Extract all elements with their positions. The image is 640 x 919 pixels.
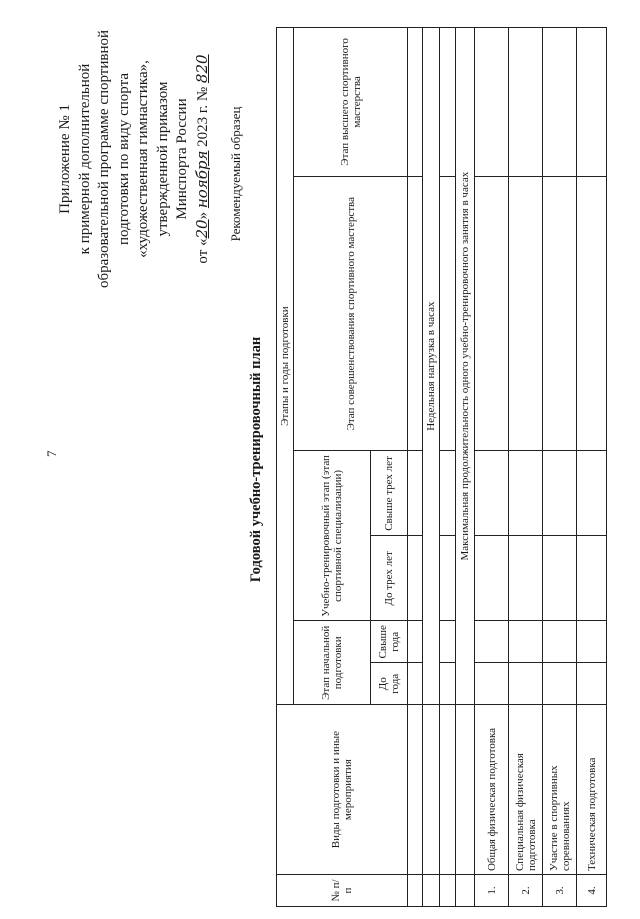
- annex-line: к примерной дополнительной: [76, 63, 93, 255]
- blank-cell: [423, 705, 440, 875]
- blank-cell: [408, 621, 423, 663]
- row-label: Специальная физическая подготовка: [509, 705, 543, 875]
- data-cell: [543, 176, 577, 451]
- blank-cell: [440, 536, 456, 621]
- data-cell: [577, 28, 607, 177]
- annex-date-line: [193, 14, 214, 304]
- date-prefix: от «: [194, 238, 211, 264]
- header-over-year: Свыше года: [371, 621, 408, 663]
- blank-cell: [440, 663, 456, 705]
- header-stages: Этапы и годы подготовки: [277, 28, 294, 705]
- annex-line: подготовки по виду спорта: [115, 73, 132, 245]
- data-cell: [543, 536, 577, 621]
- header-kind: Виды подготовки и иные мероприятия: [277, 705, 408, 875]
- date-day: 20: [192, 219, 211, 239]
- page-number: 7: [44, 450, 59, 457]
- header-over-three: Свыше трех лет: [371, 451, 408, 536]
- header-stage-initial: Этап начальной подготовки: [294, 621, 371, 705]
- blank-cell: [408, 451, 423, 536]
- row-label: Техническая подготовка: [577, 705, 607, 875]
- data-cell: [509, 536, 543, 621]
- blank-cell: [440, 621, 456, 663]
- data-cell: [577, 536, 607, 621]
- blank-cell: [408, 536, 423, 621]
- row-num: 4.: [577, 875, 607, 907]
- blank-cell: [423, 875, 440, 907]
- row-num: 1.: [475, 875, 509, 907]
- blank-cell: [440, 705, 456, 875]
- data-cell: [577, 176, 607, 451]
- row-num: 2.: [509, 875, 543, 907]
- data-cell: [543, 451, 577, 536]
- data-cell: [509, 621, 543, 663]
- blank-cell: [408, 176, 423, 451]
- header-up-to-three: До трех лет: [371, 536, 408, 621]
- header-stage-improvement: Этап совершенствования спортивного мастерства: [294, 176, 408, 451]
- annex-block: [56, 14, 213, 304]
- date-mid: »: [194, 211, 211, 220]
- data-cell: [543, 621, 577, 663]
- annex-line: образовательной программе спортивной: [96, 29, 112, 289]
- blank-cell: [408, 875, 423, 907]
- data-cell: [475, 663, 509, 705]
- blank-cell: [440, 176, 456, 451]
- document-title: Годовой учебно-тренировочный план: [248, 336, 264, 583]
- row-label: Общая физическая подготовка: [475, 705, 509, 875]
- annex-line: Приложение № 1: [57, 104, 73, 214]
- table-row: [543, 28, 577, 907]
- row-label: Участие в спортивных соревнованиях: [543, 705, 577, 875]
- header-stage-training: Учебно-тренировочный этап (этап спортивной специализации): [294, 451, 371, 621]
- table-row: [509, 28, 543, 907]
- data-cell: [543, 28, 577, 177]
- data-cell: [577, 451, 607, 536]
- header-up-to-year: До года: [371, 663, 408, 705]
- date-year: 2023 г. №: [194, 86, 211, 147]
- blank-cell: [456, 705, 475, 875]
- data-cell: [475, 621, 509, 663]
- training-plan-table: [276, 27, 607, 907]
- weekly-load-header: Недельная нагрузка в часах: [423, 28, 440, 705]
- data-cell: [577, 663, 607, 705]
- blank-cell: [440, 28, 456, 177]
- max-duration-header: Максимальная продолжительность одного учебно-тренировочного занятия в часах: [456, 28, 475, 705]
- blank-cell: [408, 28, 423, 177]
- annex-line: утвержденной приказом: [154, 81, 171, 237]
- annex-line: Минспорта России: [174, 98, 190, 220]
- data-cell: [475, 176, 509, 451]
- date-month: ноября: [192, 150, 211, 209]
- header-stage-highest: Этап высшего спортивного мастерства: [294, 28, 408, 177]
- data-cell: [509, 451, 543, 536]
- header-num: № п/п: [277, 875, 408, 907]
- blank-cell: [440, 875, 456, 907]
- data-cell: [475, 28, 509, 177]
- data-cell: [577, 621, 607, 663]
- blank-cell: [440, 451, 456, 536]
- recommended-sample-note: Рекомендуемый образец: [228, 106, 243, 242]
- blank-cell: [456, 875, 475, 907]
- table-row: [577, 28, 607, 907]
- annex-line: «художественная гимнастика»,: [135, 60, 151, 258]
- data-cell: [475, 451, 509, 536]
- data-cell: [509, 28, 543, 177]
- data-cell: [509, 663, 543, 705]
- row-num: 3.: [543, 875, 577, 907]
- data-cell: [543, 663, 577, 705]
- order-number: 820: [192, 54, 211, 84]
- blank-cell: [408, 663, 423, 705]
- blank-cell: [408, 705, 423, 875]
- data-cell: [475, 536, 509, 621]
- table-row: [475, 28, 509, 907]
- data-cell: [509, 176, 543, 451]
